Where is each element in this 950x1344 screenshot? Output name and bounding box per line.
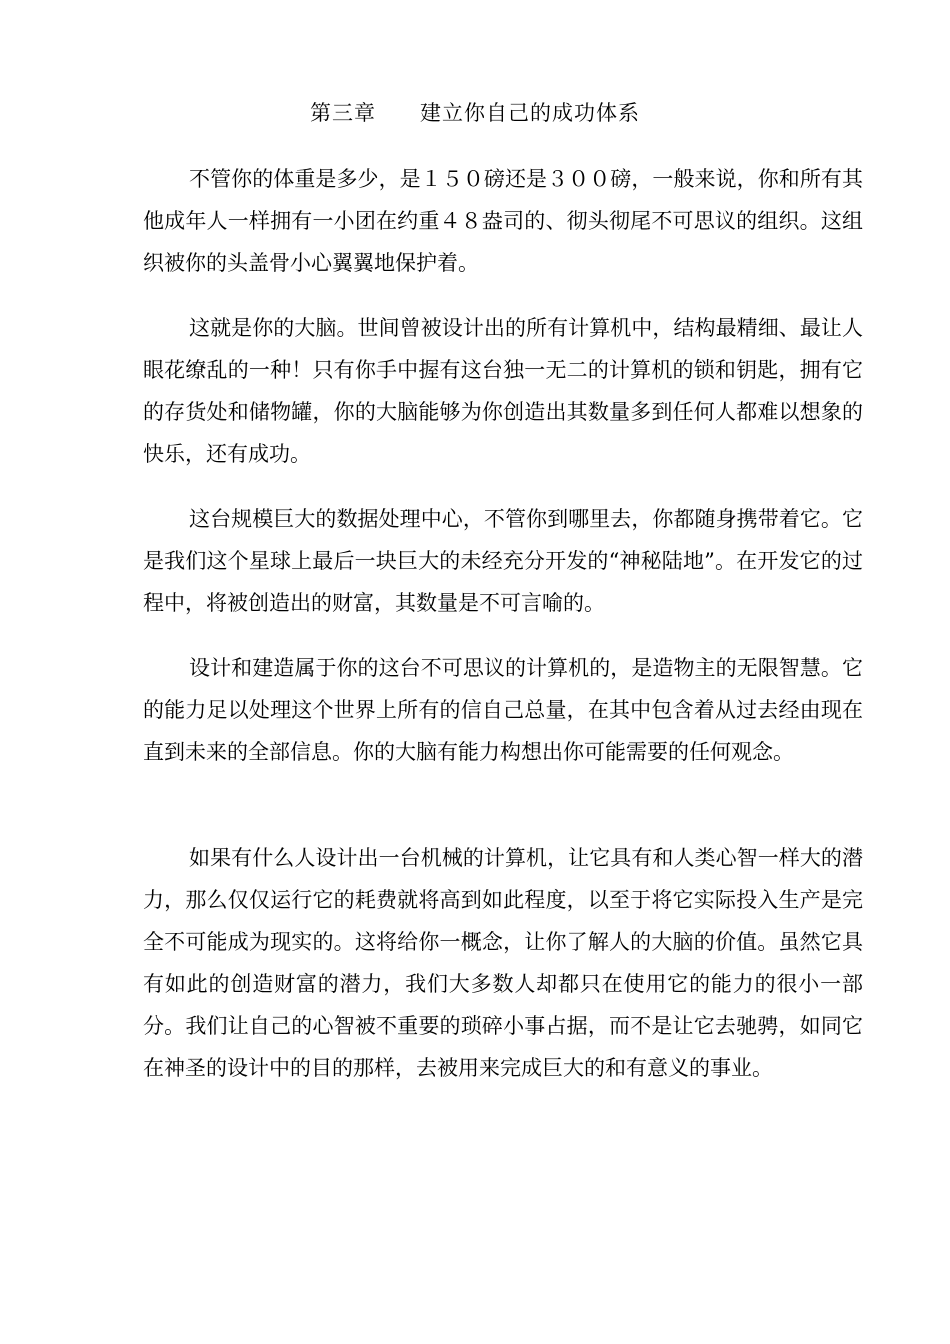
paragraph-3: 这台规模巨大的数据处理中心，不管你到哪里去，你都随身携带着它。它是我们这个星球上最后一块巨大的未经充分开发的“神秘陆地”。在开发它的过程中，将被创造出的财富，其数量是不可言喻的。 bbox=[143, 507, 863, 615]
paragraph-2: 这就是你的大脑。世间曾被设计出的所有计算机中，结构最精细、最让人眼花缭乱的一种！只有你手中握有这台独一无二的计算机的锁和钥匙，拥有它的存货处和储物罐，你的大脑能够为你创造出其数量多到任何人都难以想象的快乐，还有成功。 bbox=[143, 316, 863, 466]
paragraph-5: 如果有什么人设计出一台机械的计算机，让它具有和人类心智一样大的潜力，那么仅仅运行它的耗费就将高到如此程度，以至于将它实际投入生产是完全不可能成为现实的。这将给你一概念，让你了解人的大脑的价值。虽然它具有如此的创造财富的潜力，我们大多数人却都只在使用它的能力的很小一部分。我们让自己的心智被不重要的琐碎小事占据，而不是让它去驰骋，如同它在神圣的设计中的目的那样，去被用来完成巨大的和有意义的事业。 bbox=[143, 846, 863, 1080]
paragraph-4: 设计和建造属于你的这台不可思议的计算机的，是造物主的无限智慧。它的能力足以处理这个世界上所有的信自己总量，在其中包含着从过去经由现在直到未来的全部信息。你的大脑有能力构想出你可能需要的任何观念。 bbox=[143, 656, 863, 764]
paragraph-1: 不管你的体重是多少，是１５０磅还是３００磅，一般来说，你和所有其他成年人一样拥有一小团在约重４８盎司的、彻头彻尾不可思议的组织。这组织被你的头盖骨小心翼翼地保护着。 bbox=[143, 167, 863, 275]
chapter-title: 第三章 建立你自己的成功体系 bbox=[310, 101, 640, 125]
